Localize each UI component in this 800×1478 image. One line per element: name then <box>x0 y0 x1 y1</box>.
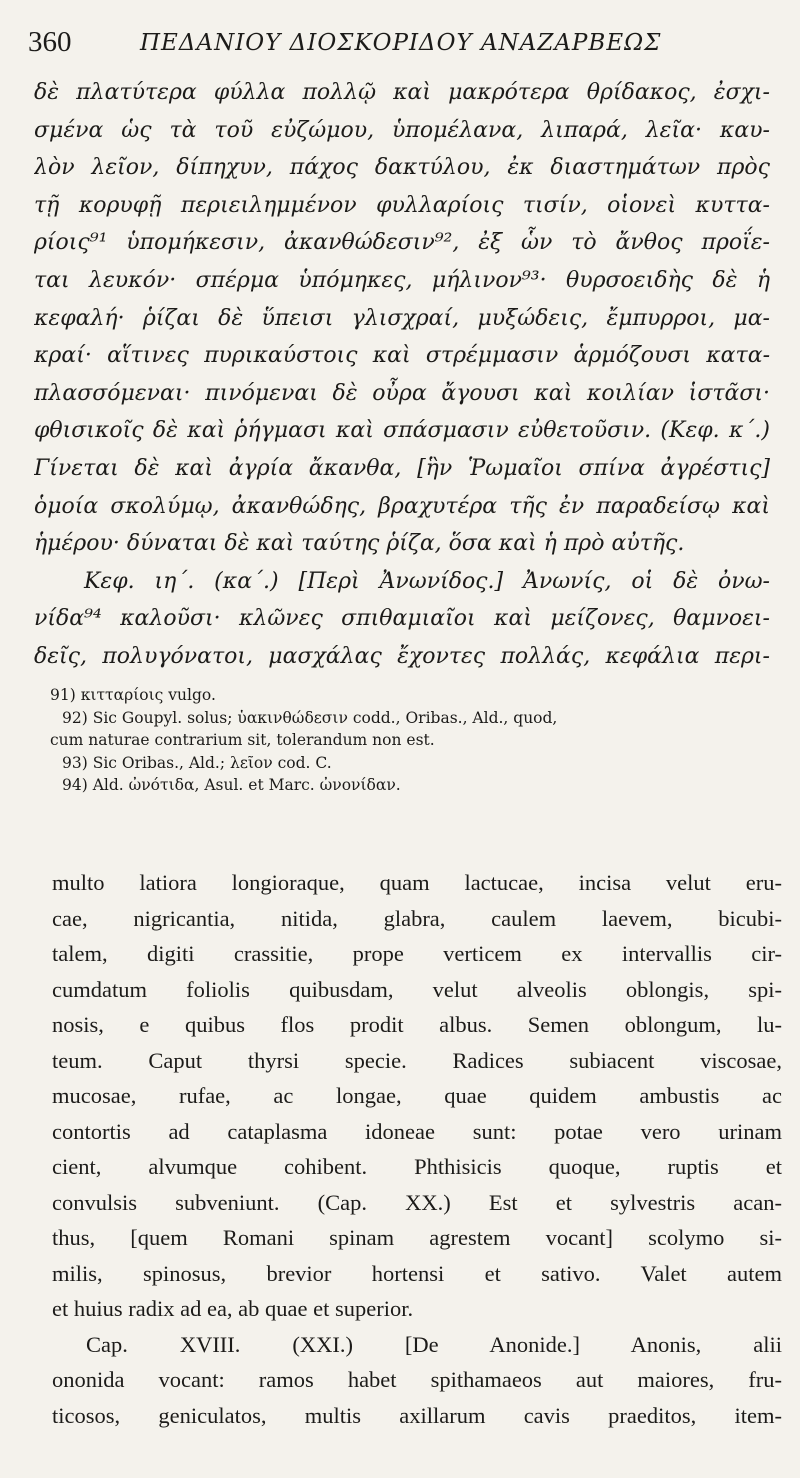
greek-line: πλασσόμεναι· πινόμεναι δὲ οὖρα ἄγουσι καὶ κοιλίαν ἱστᾶσι· <box>34 380 770 406</box>
footnote-continuation: cum naturae contrarium sit, tolerandum non est. <box>50 731 435 749</box>
greek-line: σμένα ὡς τὰ τοῦ εὐζώμου, ὑπομέλανα, λιπαρά, λεῖα· καυ- <box>34 117 770 143</box>
greek-line: φθισικοῖς δὲ καὶ ῥήγμασι καὶ σπάσμασιν εὐθετοῦσιν. (Κεφ. κ΄.) <box>34 418 770 444</box>
greek-line: ται λευκόν· σπέρμα ὑπόμηκες, μήλινον⁹³· θυρσοειδὴς δὲ ἡ <box>34 267 770 293</box>
latin-line: et huius radix ad ea, ab quae et superior. <box>52 1296 414 1321</box>
page-number: 360 <box>28 26 72 58</box>
footnote: 91) κιτταρίοις vulgo. <box>50 686 216 704</box>
latin-line: multo latiora longioraque, quam lactucae, incisa velut eru- <box>52 870 782 895</box>
footnote: 93) Sic Oribas., Ald.; λεῖον cod. C. <box>62 753 332 772</box>
footnotes <box>50 684 766 797</box>
footnote: 94) Ald. ὠνότιδα, Asul. et Marc. ὠνονίδαν. <box>62 776 401 794</box>
greek-text <box>34 74 770 676</box>
greek-line: ἡμέρου· δύναται δὲ καὶ ταύτης ῥίζα, ὅσα καὶ ἡ πρὸ αὐτῆς. <box>34 531 685 557</box>
page-header <box>22 20 780 70</box>
latin-line: cient, alvumque cohibent. Phthisicis quoque, ruptis et <box>52 1154 782 1179</box>
greek-line: ρίοις⁹¹ ὑπομήκεσιν, ἀκανθώδεσιν⁹², ἐξ ὧν τὸ ἄνθος προΐε- <box>34 230 770 256</box>
latin-line: cae, nigricantia, nitida, glabra, caulem laevem, bicubi- <box>52 905 782 931</box>
greek-line: κεφαλή· ῥίζαι δὲ ὕπεισι γλισχραί, μυξώδεις, ἔμπυρροι, μα- <box>34 305 770 331</box>
latin-line: thus, [quem Romani spinam agrestem vocant] scolymo si- <box>52 1225 782 1250</box>
latin-line: milis, spinosus, brevior hortensi et sativo. Valet autem <box>52 1260 782 1286</box>
chapter-heading-greek: Κεφ. ιη΄. (κα΄.) [Περὶ Ἀνωνίδος.] Ἀνωνίς, οἱ δὲ ὀνω- <box>84 568 770 594</box>
greek-line: τῇ κορυφῇ περιειλημμένον φυλλαρίοις τισίν, οἱονεὶ κυττα- <box>34 192 770 218</box>
greek-line: νίδα⁹⁴ καλοῦσι· κλῶνες σπιθαμιαῖοι καὶ μείζονες, θαμνοει- <box>34 606 770 632</box>
latin-line: cumdatum foliolis quibusdam, velut alveolis oblongis, spi- <box>52 976 782 1002</box>
footnote: 92) Sic Goupyl. solus; ὑακινθώδεσιν codd., Oribas., Ald., quod, <box>62 708 558 727</box>
chapter-heading-latin: Cap. XVIII. (XXI.) [De Anonide.] Anonis, alii <box>86 1331 782 1357</box>
greek-line: λὸν λεῖον, δίπηχυν, πάχος δακτύλου, ἐκ διαστημάτων πρὸς <box>34 155 770 181</box>
latin-line: mucosae, rufae, ac longae, quae quidem ambustis ac <box>52 1083 782 1108</box>
greek-line: ὁμοία σκολύμῳ, ἀκανθώδης, βραχυτέρα τῆς ἐν παραδείσῳ καὶ <box>34 493 770 519</box>
latin-line: ticosos, geniculatos, multis axillarum cavis praeditos, item- <box>52 1402 782 1428</box>
running-head: ΠΕΔΑΝΙΟΥ ΔΙΟΣΚΟΡΙΔΟΥ ΑΝΑΖΑΡΒΕΩΣ <box>140 30 662 56</box>
latin-line: teum. Caput thyrsi specie. Radices subiacent viscosae, <box>52 1047 782 1073</box>
latin-line: talem, digiti crassitie, prope verticem ex intervallis cir- <box>52 941 782 966</box>
latin-line: ononida vocant: ramos habet spithamaeos aut maiores, fru- <box>52 1367 782 1392</box>
latin-line: contortis ad cataplasma idoneae sunt: potae vero urinam <box>52 1118 782 1144</box>
greek-line: Γίνεται δὲ καὶ ἀγρία ἄκανθα, [ἣν Ῥωμαῖοι σπίνα ἀγρέστις] <box>34 455 770 481</box>
latin-line: convulsis subveniunt. (Cap. XX.) Est et sylvestris acan- <box>52 1189 782 1215</box>
greek-line: κραί· αἵτινες πυρικαύστοις καὶ στρέμμασιν ἁρμόζουσι κατα- <box>34 343 770 369</box>
greek-line: δεῖς, πολυγόνατοι, μασχάλας ἔχοντες πολλάς, κεφάλια περι- <box>34 643 770 669</box>
greek-line: δὲ πλατύτερα φύλλα πολλῷ καὶ μακρότερα θρίδακος, ἐσχι- <box>34 80 770 105</box>
latin-translation <box>52 865 782 1433</box>
latin-line: nosis, e quibus flos prodit albus. Semen oblongum, lu- <box>52 1012 782 1037</box>
